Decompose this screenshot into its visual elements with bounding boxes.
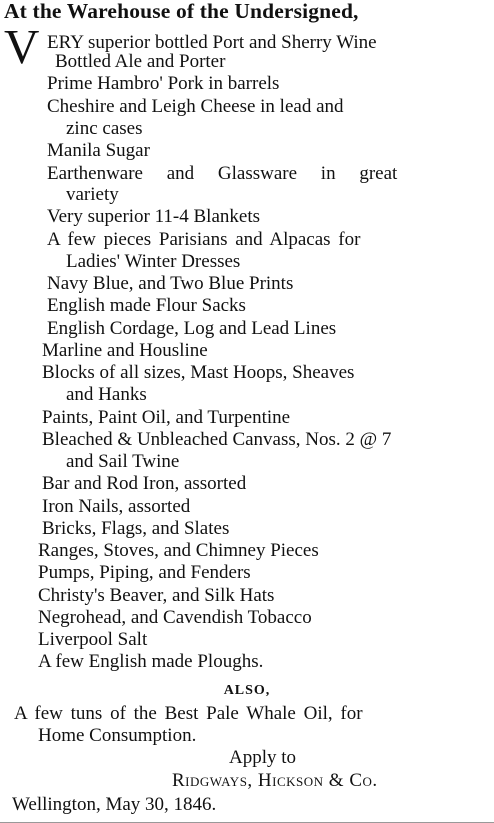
item-line: Marline and Housline (42, 340, 208, 361)
item-line: A few pieces Parisians and Alpacas for (47, 229, 361, 250)
item-line: Blocks of all sizes, Mast Hoops, Sheaves (42, 362, 355, 383)
apply-line: Apply to (229, 747, 297, 768)
oil-line-2: Home Consumption. (38, 725, 197, 746)
item-text: Cheshire and Leigh Cheese in lead and (47, 96, 344, 117)
item-line: Bleached & Unbleached Canvass, Nos. 2 @ 7 (42, 429, 392, 450)
ad-heading: At the Warehouse of the Undersigned, (4, 0, 359, 23)
item-line: Bricks, Flags, and Slates (42, 518, 230, 539)
drop-cap: V (4, 19, 39, 74)
date-line: Wellington, May 30, 1846. (12, 794, 217, 815)
item-line: Iron Nails, assorted (42, 496, 191, 517)
intro-line: ERY superior bottled Port and Sherry Wine (47, 32, 377, 53)
item-line: Ladies' Winter Dresses (66, 251, 241, 272)
item-line: Pumps, Piping, and Fenders (38, 562, 251, 583)
item-line: Very superior 11-4 Blankets (47, 206, 260, 227)
item-line: English Cordage, Log and Lead Lines (47, 318, 337, 339)
item-line: A few English made Ploughs. (38, 651, 264, 672)
item-line: Liverpool Salt (38, 629, 148, 650)
item-line (47, 96, 491, 118)
item-line: variety (66, 184, 119, 205)
item-line: Navy Blue, and Two Blue Prints (47, 273, 294, 294)
item-line: Negrohead, and Cavendish Tobacco (38, 607, 312, 628)
oil-line-1: A few tuns of the Best Pale Whale Oil, for (14, 703, 363, 724)
also-label: ALSO, (223, 683, 271, 698)
item-line: Ranges, Stoves, and Chimney Pieces (38, 540, 319, 561)
item-line: Manila Sugar (47, 140, 150, 161)
item-line: Bottled Ale and Porter (55, 51, 226, 72)
item-line: and Sail Twine (66, 451, 180, 472)
item-line: Prime Hambro' Pork in barrels (47, 73, 280, 94)
item-line: and Hanks (66, 384, 147, 405)
item-line: Christy's Beaver, and Silk Hats (38, 585, 275, 606)
item-line: zinc cases (66, 118, 143, 139)
item-line: Earthenware and Glassware in great (47, 163, 398, 184)
item-line: Paints, Paint Oil, and Turpentine (42, 407, 291, 428)
item-line: English made Flour Sacks (47, 295, 246, 316)
item-line: Bar and Rod Iron, assorted (42, 473, 247, 494)
firm-name: Ridgways, Hickson & Co. (172, 770, 378, 791)
